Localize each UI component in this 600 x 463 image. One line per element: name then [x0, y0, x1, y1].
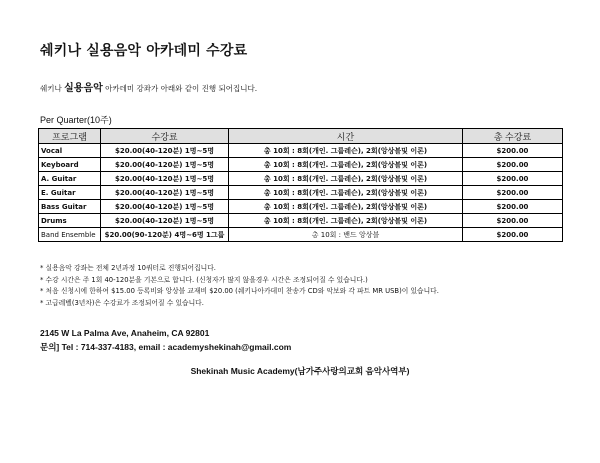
total-cell: $200.00 — [463, 200, 563, 214]
note-item: * 실용음악 강좌는 전체 2년과정 10쿼터로 진행되어집니다. — [40, 264, 216, 272]
fee-cell: $20.00(90-120분) 4명~6명 1그룹 — [101, 228, 229, 242]
program-cell: A. Guitar — [39, 172, 101, 186]
intro-text — [40, 79, 257, 94]
fee-cell: $20.00(40-120분) 1명~5명 — [101, 172, 229, 186]
header-program: 프로그램 — [39, 129, 101, 144]
note-item: * 고급레벨(3년차)은 수강료가 조정되어질 수 있습니다. — [40, 298, 204, 307]
intro-suffix: 아카데미 강좌가 아래와 같이 진행 되어집니다. — [105, 84, 258, 93]
program-cell: Drums — [39, 214, 101, 228]
header-total: 총 수강료 — [463, 129, 563, 144]
time-cell: 총 10회 : 8회(개인. 그룹레슨), 2회(앙상블및 이론) — [229, 200, 463, 214]
tuition-table — [38, 128, 563, 242]
contact-block — [40, 326, 291, 354]
time-cell: 총 10회 : 8회(개인. 그룹레슨), 2회(앙상블및 이론) — [229, 158, 463, 172]
total-cell: $200.00 — [463, 144, 563, 158]
fee-cell: $20.00(40-120분) 1명~5명 — [101, 186, 229, 200]
total-cell: $200.00 — [463, 214, 563, 228]
table-row — [39, 200, 563, 214]
time-cell: 총 10회 : 8회(개인. 그룹레슨), 2회(앙상블및 이론) — [229, 186, 463, 200]
notes-list — [40, 263, 439, 309]
time-cell: 총 10회 : 8회(개인. 그룹레슨), 2회(앙상블및 이론) — [229, 214, 463, 228]
time-cell: 총 10회 : 8회(개인. 그룹레슨), 2회(앙상블및 이론) — [229, 172, 463, 186]
fee-cell: $20.00(40-120분) 1명~5명 — [101, 214, 229, 228]
fee-cell: $20.00(40-120분) 1명~5명 — [101, 144, 229, 158]
note-item: * 수강 시간은 주 1회 40-120분을 기본으로 합니다. (신청자가 많지 않을경우 시간은 조정되어질 수 있습니다.) — [40, 275, 368, 284]
fee-cell: $20.00(40-120분) 1명~5명 — [101, 200, 229, 214]
section-label: Per Quarter(10주) — [40, 115, 112, 125]
program-cell: Vocal — [39, 144, 101, 158]
table-row — [39, 172, 563, 186]
total-cell: $200.00 — [463, 172, 563, 186]
contact-info: 문의] Tel : 714-337-4183, email : academyshekinah@gmail.com — [40, 342, 292, 352]
time-cell: 총 10회 : 밴드 앙상블 — [229, 228, 463, 242]
table-header-row — [39, 129, 563, 144]
address: 2145 W La Palma Ave, Anaheim, CA 92801 — [40, 328, 210, 338]
program-cell: E. Guitar — [39, 186, 101, 200]
fee-cell: $20.00(40-120분) 1명~5명 — [101, 158, 229, 172]
page-title: 쉐키나 실용음악 아카데미 수강료 — [40, 43, 248, 59]
total-cell: $200.00 — [463, 158, 563, 172]
program-cell: Band Ensemble — [39, 228, 101, 242]
intro-highlight: 실용음악 — [64, 83, 103, 94]
program-cell: Keyboard — [39, 158, 101, 172]
header-time: 시간 — [229, 129, 463, 144]
table-row — [39, 214, 563, 228]
intro-prefix: 쉐키나 — [40, 84, 62, 93]
table-row — [39, 228, 563, 242]
footer-org-name: Shekinah Music Academy(남가주사랑의교회 음악사역부) — [190, 366, 410, 376]
table-row — [39, 186, 563, 200]
total-cell: $200.00 — [463, 228, 563, 242]
header-fee: 수강료 — [101, 129, 229, 144]
time-cell: 총 10회 : 8회(개인. 그룹레슨), 2회(앙상블및 이론) — [229, 144, 463, 158]
program-cell: Bass Guitar — [39, 200, 101, 214]
table-row — [39, 158, 563, 172]
table-row — [39, 144, 563, 158]
total-cell: $200.00 — [463, 186, 563, 200]
note-item: * 처음 신청시에 한하여 $15.00 등록비와 앙상블 교재비 $20.00 (쉐키나아카데미 찬송가 CD와 악보와 각 파트 MR USB)이 있습니다. — [40, 287, 439, 295]
